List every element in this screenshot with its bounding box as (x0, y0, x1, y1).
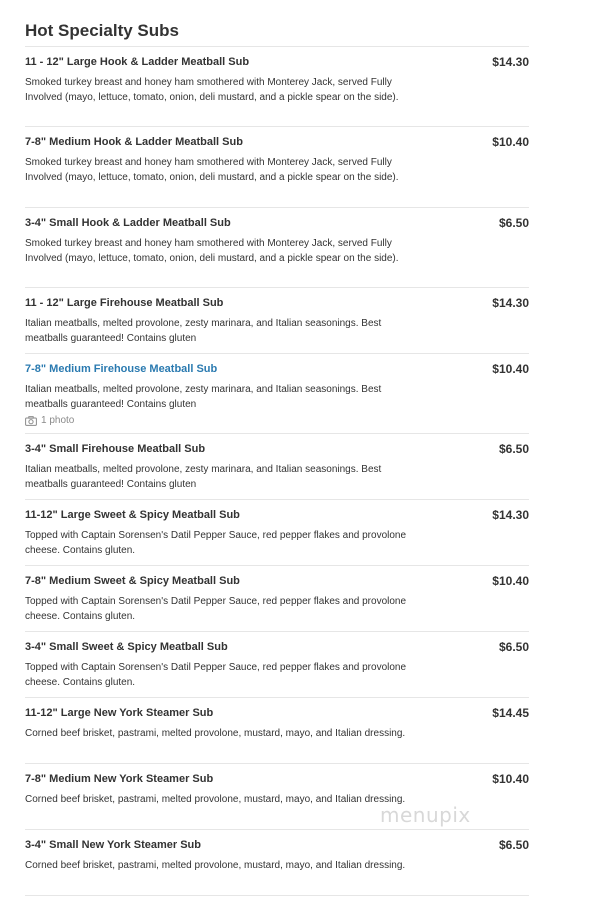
camera-icon (25, 416, 37, 426)
item-name: 11-12" Large New York Steamer Sub (25, 707, 214, 719)
item-description: Smoked turkey breast and honey ham smothered with Monterey Jack, served Fully Involved (mayo, lettuce, tomato, onion, deli mustard, and a pickle spear on the side). (25, 238, 399, 264)
item-description: Corned beef brisket, pastrami, melted provolone, mustard, mayo, and Italian dressing. (25, 860, 406, 871)
item-name: 3-4" Small Hook & Ladder Meatball Sub (25, 217, 231, 229)
item-description: Corned beef brisket, pastrami, melted provolone, mustard, mayo, and Italian dressing. (25, 794, 406, 805)
menu-item (25, 354, 529, 434)
menu-item (25, 434, 529, 500)
item-name: 3-4" Small Sweet & Spicy Meatball Sub (25, 641, 228, 653)
menu-item (25, 47, 529, 127)
item-description: Corned beef brisket, pastrami, melted provolone, mustard, mayo, and Italian dressing. (25, 728, 406, 739)
item-name: 3-4" Small Firehouse Meatball Sub (25, 443, 206, 455)
item-description: Smoked turkey breast and honey ham smothered with Monterey Jack, served Fully Involved (mayo, lettuce, tomato, onion, deli mustard, and a pickle spear on the side). (25, 77, 399, 103)
item-name: 7-8" Medium New York Steamer Sub (25, 773, 214, 785)
item-price: $14.30 (492, 508, 529, 522)
photo-link[interactable] (25, 414, 74, 427)
item-price: $14.30 (492, 296, 529, 310)
item-price: $14.30 (492, 55, 529, 69)
item-price: $10.40 (492, 574, 529, 588)
item-description: Italian meatballs, melted provolone, zesty marinara, and Italian seasonings. Best meatballs guaranteed! Contains gluten (25, 318, 382, 344)
menu-item (25, 632, 529, 698)
item-name: 11-12" Large Sweet & Spicy Meatball Sub (25, 509, 240, 521)
item-description: Italian meatballs, melted provolone, zesty marinara, and Italian seasonings. Best meatballs guaranteed! Contains gluten (25, 384, 382, 410)
menu-item (25, 698, 529, 764)
item-name: 11 - 12" Large Firehouse Meatball Sub (25, 297, 224, 309)
item-name: 3-4" Small New York Steamer Sub (25, 839, 201, 851)
item-description: Topped with Captain Sorensen's Datil Pepper Sauce, red pepper flakes and provolone cheese. Contains gluten. (25, 596, 407, 622)
item-name: 7-8" Medium Sweet & Spicy Meatball Sub (25, 575, 240, 587)
item-description: Topped with Captain Sorensen's Datil Pepper Sauce, red pepper flakes and provolone cheese. Contains gluten. (25, 530, 407, 556)
item-price: $6.50 (498, 442, 529, 456)
item-price: $6.50 (498, 838, 529, 852)
item-description: Topped with Captain Sorensen's Datil Pepper Sauce, red pepper flakes and provolone cheese. Contains gluten. (25, 662, 407, 688)
menu-item (25, 288, 529, 354)
menu-item (25, 566, 529, 632)
menu-item (25, 127, 529, 208)
watermark-logo: menupix (380, 803, 471, 827)
item-name: 11 - 12" Large Hook & Ladder Meatball Sub (25, 56, 250, 68)
menu-item (25, 830, 529, 896)
item-price: $10.40 (492, 362, 529, 376)
photo-count-label: 1 photo (41, 415, 75, 426)
item-price: $14.45 (492, 706, 529, 720)
item-price: $6.50 (498, 216, 529, 230)
item-price: $10.40 (492, 772, 529, 786)
menu-item (25, 208, 529, 288)
item-price: $6.50 (498, 640, 529, 654)
item-name-link[interactable]: 7-8" Medium Firehouse Meatball Sub (25, 363, 218, 375)
item-description: Smoked turkey breast and honey ham smothered with Monterey Jack, served Fully Involved (mayo, lettuce, tomato, onion, deli mustard, and a pickle spear on the side). (25, 157, 399, 183)
item-name: 7-8" Medium Hook & Ladder Meatball Sub (25, 136, 243, 148)
item-description: Italian meatballs, melted provolone, zesty marinara, and Italian seasonings. Best meatballs guaranteed! Contains gluten (25, 464, 382, 490)
section-title: Hot Specialty Subs (25, 0, 529, 47)
item-price: $10.40 (492, 135, 529, 149)
menu-section (25, 0, 529, 896)
menu-item (25, 500, 529, 566)
